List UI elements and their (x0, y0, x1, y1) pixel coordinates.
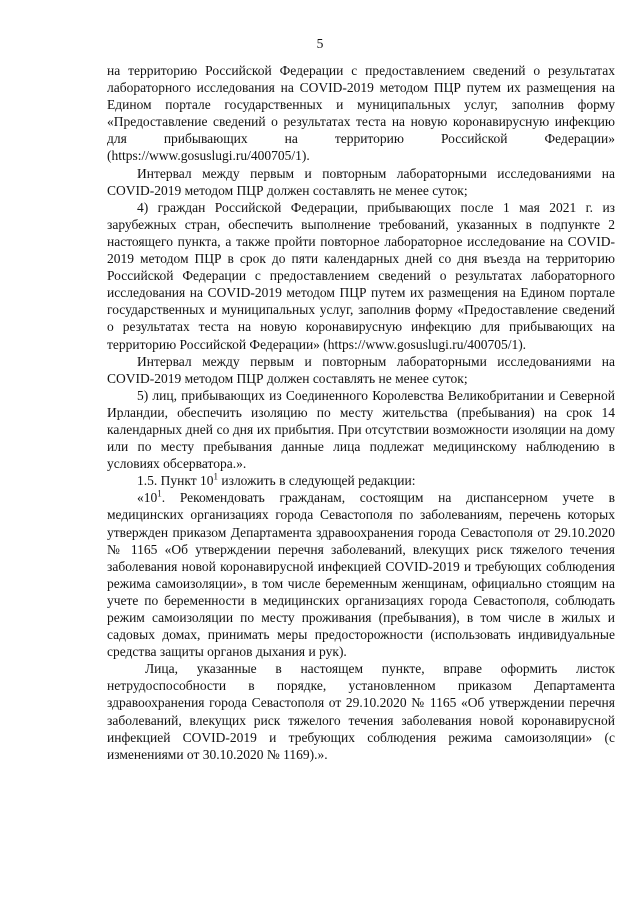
clause-10-1-prefix: «10 (137, 490, 158, 506)
clause-1-5-prefix: 1.5. Пункт 10 (137, 473, 214, 489)
document-body (107, 62, 615, 763)
paragraph-clause-1-5 (107, 472, 615, 489)
clause-1-5-suffix: изложить в следующей редакции: (218, 473, 416, 489)
paragraph-continuation: на территорию Российской Федерации с предоставлением сведений о результатах лабораторного исследования на COVID-2019 методом ПЦР путем их размещения на Едином портале государственных и муниципальных услуг, заполнив форму «Предоставление сведений о результатах теста на новую коронавирусную инфекцию для прибывающих на территорию Российской Федерации» (https://www.gosuslugi.ru/400705/1). (107, 63, 615, 164)
paragraph-item-4: 4) граждан Российской Федерации, прибывающих после 1 мая 2021 г. из зарубежных стран, обеспечить выполнение требований, указанных в подпункте 2 настоящего пункта, а также пройти повторное лабораторное исследование на COVID-2019 методом ПЦР в срок до пяти календарных дней со дня въезда на территорию Российской Федерации с предоставлением сведений о результатах лабораторного исследования на COVID-2019 методом ПЦР путем их размещения на Едином портале государственных и муниципальных услуг, заполнив форму «Предоставление сведений о результатах теста на новую коронавирусную инфекцию для прибывающих на территорию Российской Федерации» (https://www.gosuslugi.ru/400705/1). (107, 199, 615, 352)
paragraph-clause-10-1 (107, 489, 615, 660)
clause-10-1-text: . Рекомендовать гражданам, состоящим на диспансерном учете в медицинских организациях города Севастополя по заболеваниям, перечень которых утвержден приказом Департамента здравоохранения города Севастополя от 29.10.2020 № 1165 «Об утверждении перечня заболеваний, влекущих риск тяжелого течения заболевания новой коронавирусной инфекцией COVID-2019 и требующих соблюдения режима самоизоляции», в том числе беременным женщинам, официально стоящим на учете по беременности в медицинских организациях города Севастополя, соблюдать режим самоизоляции по месту проживания (пребывания), в том числе в жилых и садовых домах, принимать меры предосторожности (использовать индивидуальные средства защиты органов дыхания и рук). (107, 490, 615, 660)
clause-1-5-superscript: 1 (213, 471, 219, 482)
clause-10-1-superscript: 1 (157, 488, 162, 499)
paragraph-item-5: 5) лиц, прибывающих из Соединенного Королевства Великобритании и Северной Ирландии, обеспечить изоляцию по месту жительства (пребывания) на срок 14 календарных дней со дня их прибытия. При отсутствии возможности изоляции на дому или по месту пребывания данные лица подлежат медицинскому наблюдению в условиях обсерватора.». (107, 387, 615, 472)
paragraph-interval-note-2: Интервал между первым и повторным лабораторными исследованиями на COVID-2019 методом ПЦР должен составлять не менее суток; (107, 353, 615, 386)
page-number: 5 (316, 36, 324, 51)
paragraph-sick-leave: Лица, указанные в настоящем пункте, вправе оформить листок нетрудоспособности в порядке, установленном приказом Департамента здравоохранения города Севастополя от 29.10.2020 № 1165 «Об утверждении перечня заболеваний, влекущих риск тяжелого течения заболевания новой коронавирусной инфекцией COVID-2019 и требующих соблюдения режима самоизоляции» (с изменениями от 30.10.2020 № 1169).». (107, 661, 615, 762)
paragraph-interval-note-1: Интервал между первым и повторным лабораторными исследованиями на COVID-2019 методом ПЦР должен составлять не менее суток; (107, 165, 615, 198)
